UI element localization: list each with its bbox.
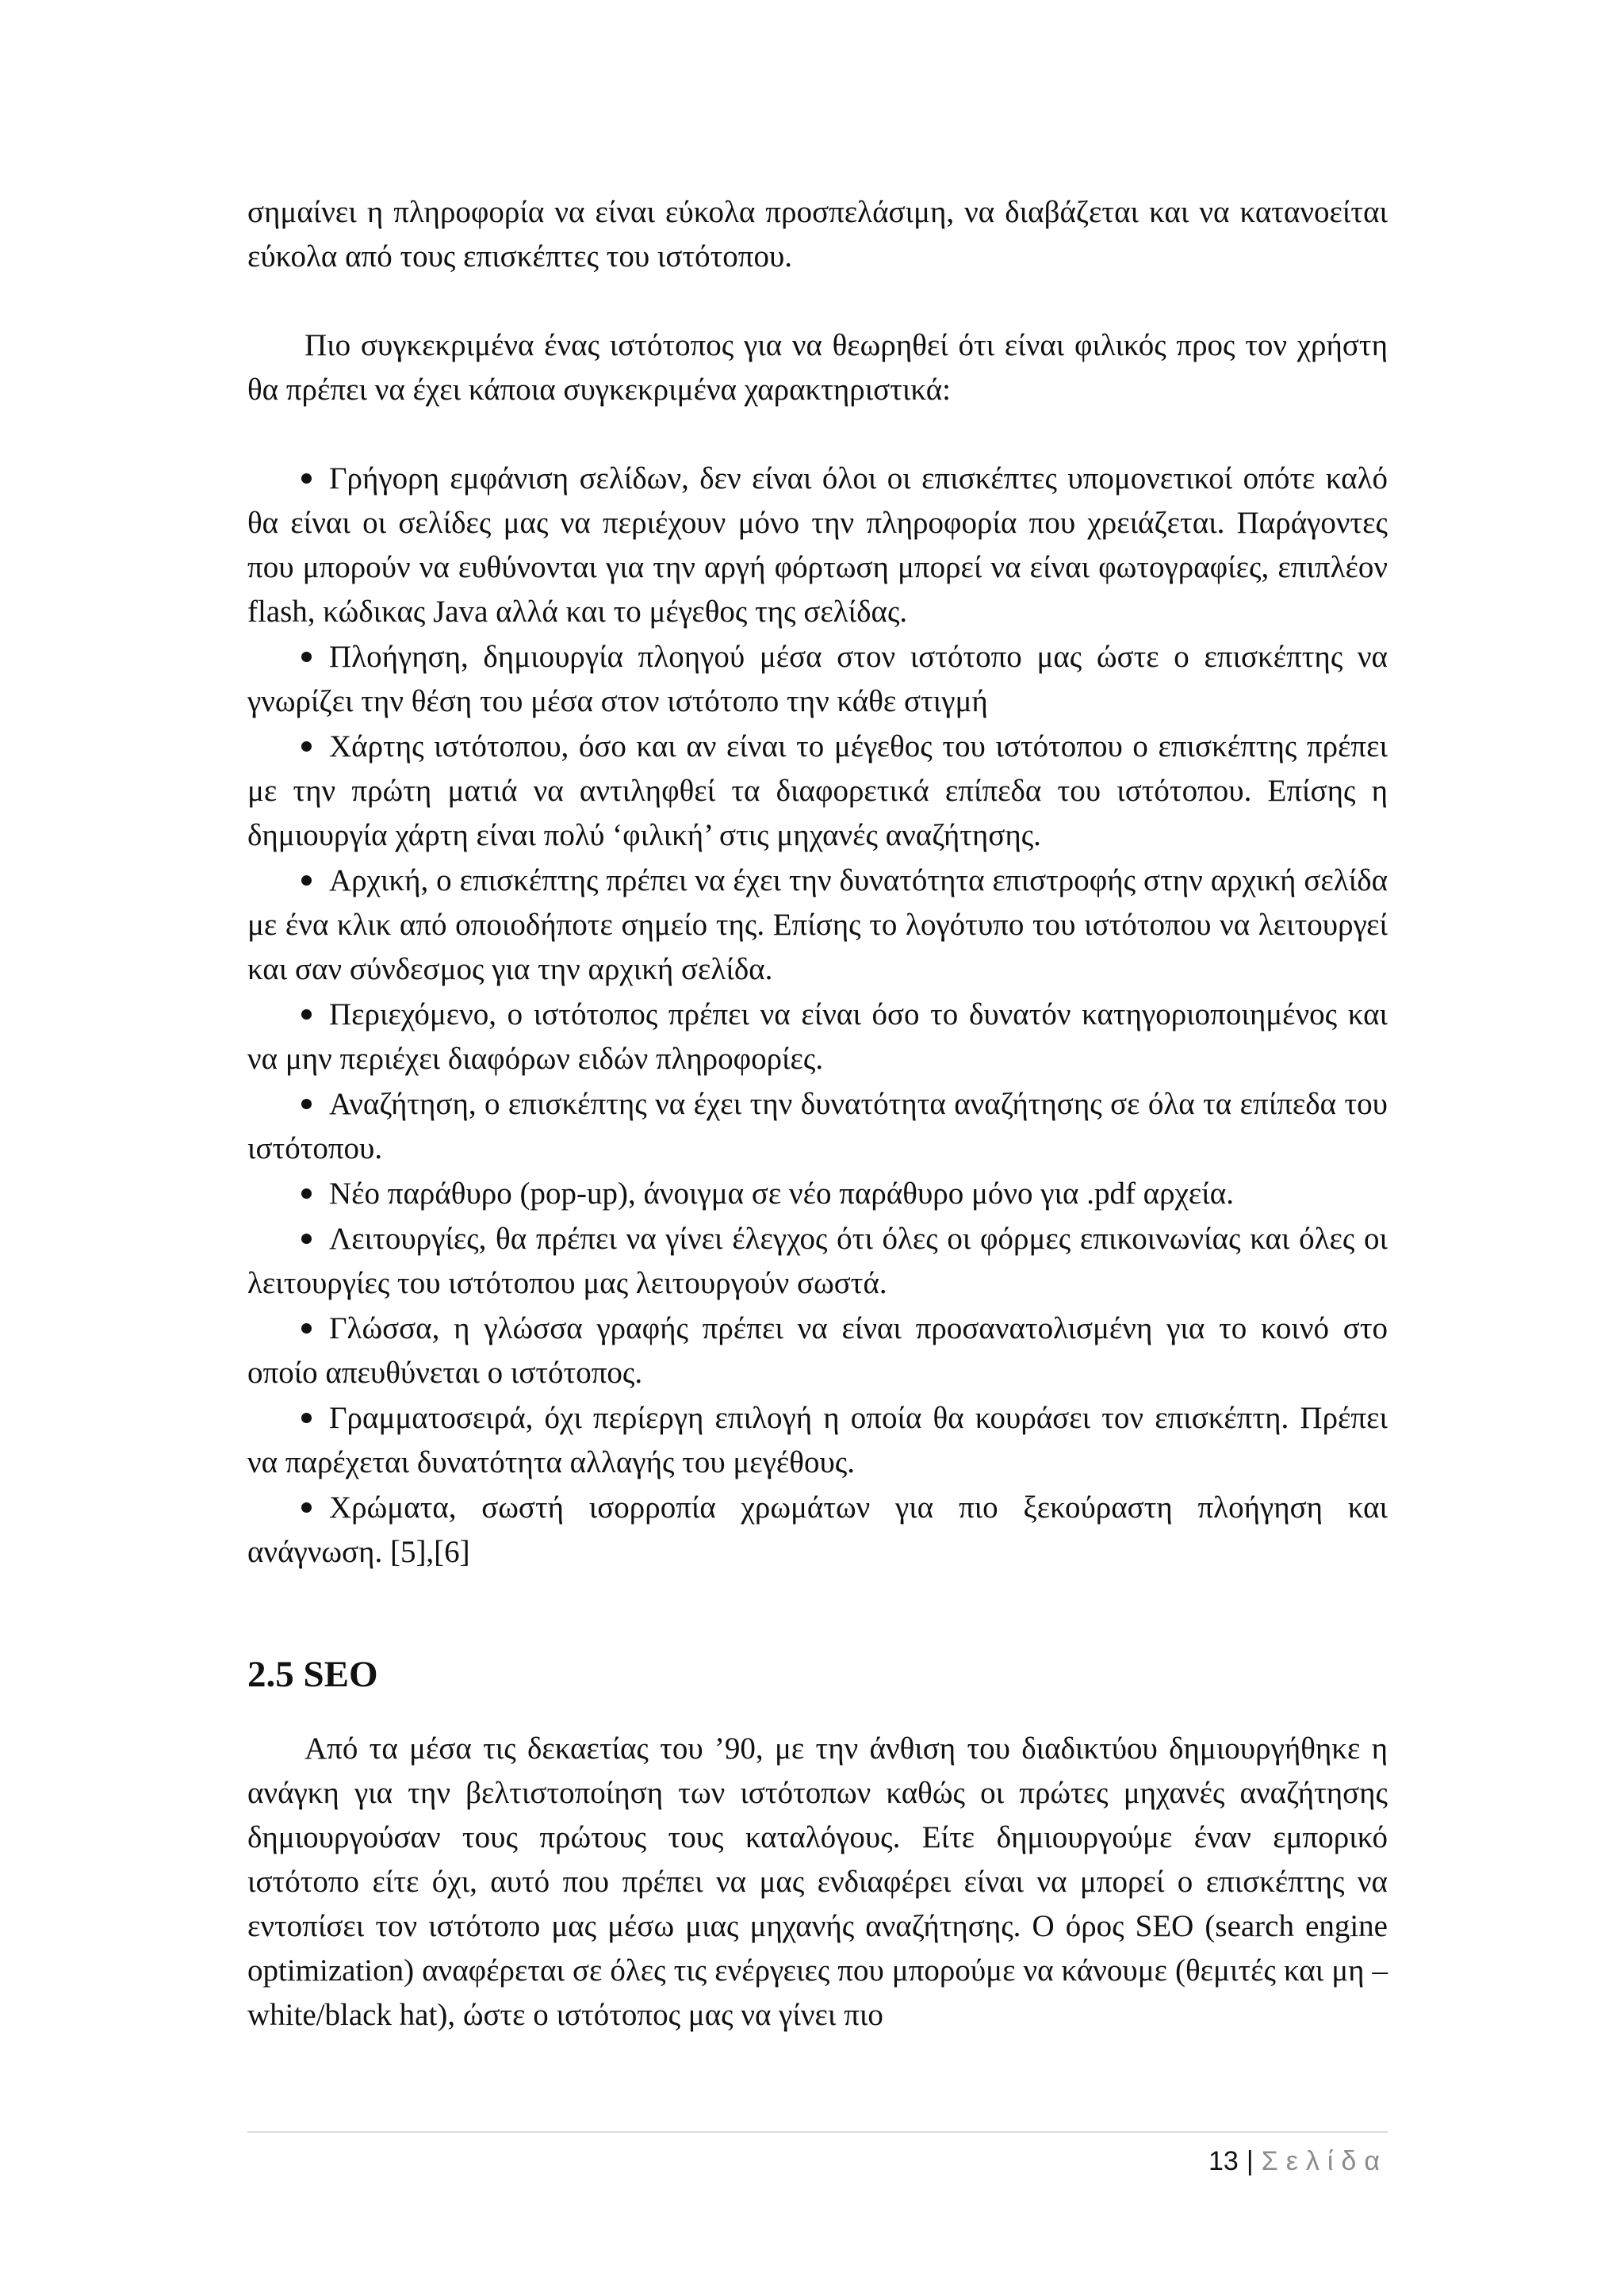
bullet-text: Γρήγορη εμφάνιση σελίδων, δεν είναι όλοι οι επισκέπτες υπομονετικοί οπότε καλό θα είναι οι σελίδες μας να περιέχουν μόνο την πληροφορία που χρειάζεται. Παράγοντες που μπορούν να ευθύνονται για την αργή φόρτωση μπορεί να είναι φωτογραφίες, επιπλέον flash, κώδικας Java αλλά και το μέγεθος της σελίδας. <box>247 461 1388 629</box>
bullet-dot-icon <box>301 1323 312 1334</box>
section-heading: 2.5 SEO <box>247 1654 378 1695</box>
page-footer <box>1208 2144 1388 2179</box>
bullet-dot-icon <box>301 1188 312 1199</box>
bullet-dot-icon <box>301 473 312 484</box>
bullet-item <box>247 635 1388 724</box>
bullet-text: Χάρτης ιστότοπου, όσο και αν είναι το μέγεθος του ιστότοπου ο επισκέπτης πρέπει με την πρώτη ματιά να αντιληφθεί τα διαφορετικά επίπεδα του ιστότοπου. Επίσης η δημιουργία χάρτη είναι πολύ ‘φιλική’ στις μηχανές αναζήτησης. <box>247 729 1388 852</box>
intro-paragraph: σημαίνει η πληροφορία να είναι εύκολα προσπελάσιμη, να διαβάζεται και να κατανοείται εύκολα από τους επισκέπτες του ιστότοπου. <box>247 195 1388 274</box>
bullet-dot-icon <box>301 652 312 662</box>
page-body <box>247 190 1388 2038</box>
bullet-item <box>247 457 1388 634</box>
page-label: Σελίδα <box>1261 2146 1388 2176</box>
page-number: 13 <box>1208 2146 1239 2176</box>
bullet-text: Νέο παράθυρο (pop-up), άνοιγμα σε νέο παράθυρο μόνο για .pdf αρχεία. <box>329 1177 1234 1211</box>
bullet-item <box>247 1217 1388 1306</box>
bullet-text: Περιεχόμενο, ο ιστότοπος πρέπει να είναι όσο το δυνατόν κατηγοριοποιημένος και να μην περιέχει διαφόρων ειδών πληροφορίες. <box>247 997 1388 1076</box>
bullet-text: Γραμματοσειρά, όχι περίεργη επιλογή η οποία θα κουράσει τον επισκέπτη. Πρέπει να παρέχεται δυνατότητα αλλαγής του μεγέθους. <box>247 1401 1388 1479</box>
features-paragraph: Πιο συγκεκριμένα ένας ιστότοπος για να θεωρηθεί ότι είναι φιλικός προς τον χρήστη θα πρέπει να έχει κάποια συγκεκριμένα χαρακτηριστικά: <box>247 328 1388 407</box>
features-bullet-list <box>247 457 1388 1575</box>
bullet-dot-icon <box>301 1413 312 1423</box>
bullet-item <box>247 1172 1388 1216</box>
bullet-item <box>247 1082 1388 1171</box>
bullet-item <box>247 1307 1388 1395</box>
seo-paragraph: Από τα μέσα τις δεκαετίας του ’90, με την άνθιση του διαδικτύου δημιουργήθηκε η ανάγκη για την βελτιστοποίηση των ιστότοπων καθώς οι πρώτες μηχανές αναζήτησης δημιουργούσαν τους πρώτους τους καταλόγους. Είτε δημιουργούμε έναν εμπορικό ιστότοπο είτε όχι, αυτό που πρέπει να μας ενδιαφέρει είναι να μπορεί ο επισκέπτης να εντοπίσει τον ιστότοπο μας μέσω μιας μηχανής αναζήτησης. Ο όρος SEO (search engine optimization) αναφέρεται σε όλες τις ενέργειες που μπορούμε να κάνουμε (θεμιτές και μη – white/black hat), ώστε ο ιστότοπος μας να γίνει πιο <box>247 1732 1388 2032</box>
bullet-text: Γλώσσα, η γλώσσα γραφής πρέπει να είναι προσανατολισμένη για το κοινό στο οποίο απευθύνεται ο ιστότοπος. <box>247 1311 1388 1390</box>
bullet-text: Αρχική, ο επισκέπτης πρέπει να έχει την δυνατότητα επιστροφής στην αρχική σελίδα με ένα κλικ από οποιοδήποτε σημείο της. Επίσης το λογότυπο του ιστότοπου να λειτουργεί και σαν σύνδεσμος για την αρχική σελίδα. <box>247 863 1388 986</box>
bullet-text: Χρώματα, σωστή ισορροπία χρωμάτων για πιο ξεκούραστη πλοήγηση και ανάγνωση. [5],[6] <box>247 1490 1388 1569</box>
bullet-dot-icon <box>301 875 312 886</box>
bullet-text: Λειτουργίες, θα πρέπει να γίνει έλεγχος ότι όλες οι φόρμες επικοινωνίας και όλες οι λειτουργίες του ιστότοπου μας λειτουργούν σωστά. <box>247 1222 1388 1300</box>
bullet-dot-icon <box>301 1009 312 1020</box>
bullet-item <box>247 1396 1388 1485</box>
bullet-item <box>247 993 1388 1081</box>
bullet-dot-icon <box>301 741 312 752</box>
footer-separator: | <box>1246 2146 1254 2176</box>
bullet-item <box>247 725 1388 858</box>
bullet-item <box>247 859 1388 992</box>
bullet-dot-icon <box>301 1234 312 1244</box>
bullet-dot-icon <box>301 1099 312 1109</box>
bullet-text: Πλοήγηση, δημιουργία πλοηγού μέσα στον ιστότοπο μας ώστε ο επισκέπτης να γνωρίζει την θέση του μέσα στον ιστότοπο την κάθε στιγμή <box>247 640 1388 718</box>
bullet-dot-icon <box>301 1502 312 1513</box>
bullet-text: Αναζήτηση, ο επισκέπτης να έχει την δυνατότητα αναζήτησης σε όλα τα επίπεδα του ιστότοπου. <box>247 1087 1388 1165</box>
bullet-item <box>247 1486 1388 1575</box>
footer-divider <box>247 2131 1388 2133</box>
